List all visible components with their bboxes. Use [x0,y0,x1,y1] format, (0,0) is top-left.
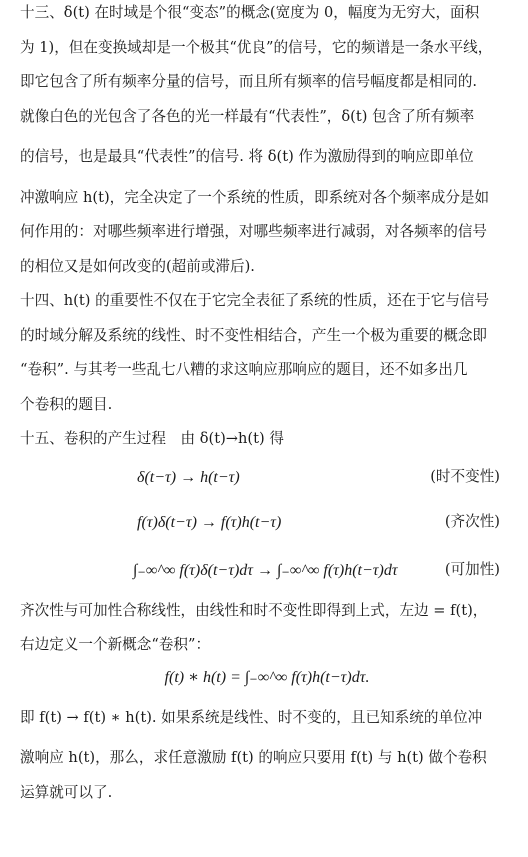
p13-line-3: 即它包含了所有频率分量的信号，而且所有频率的信号幅度都是相同的. [20,73,478,90]
equation-homogeneity: f(τ)δ(t−τ) → f(τ)h(t−τ) [137,513,282,531]
equation-tag-time-invariance: (时不变性) [430,467,500,485]
p13-line-1: 十三、δ(t) 在时域是个很“变态”的概念(宽度为 0，幅度为无穷大，面积 [20,4,480,21]
convolution-definition: f(t) ∗ h(t) = ∫₋∞^∞ f(τ)h(t−τ)dτ. [164,668,370,686]
p13-line-7: 何作用的：对哪些频率进行增强，对哪些频率进行减弱，对各频率的信号 [20,223,488,240]
equation-additivity: ∫₋∞^∞ f(τ)δ(t−τ)dτ → ∫₋∞^∞ f(τ)h(t−τ)dτ [133,561,398,579]
p14-line-2: 的时域分解及系统的线性、时不变性相结合，产生一个极为重要的概念即 [20,326,488,344]
equation-tag-additivity: (可加性) [444,560,500,578]
equation-row-1 [20,468,514,492]
equation-row-2 [20,513,514,537]
after-line-2: 右边定义一个新概念“卷积”： [20,636,211,653]
p13-line-2: 为 1)，但在变换域却是一个极其“优良”的信号，它的频谱是一条水平线， [20,38,493,56]
final-line-2: 激响应 h(t)，那么，求任意激励 f(t) 的响应只要用 f(t) 与 h(t) 做个卷积 [20,749,487,767]
equation-tag-homogeneity: (齐次性) [444,512,500,530]
p13-line-8: 的相位又是如何改变的(超前或滞后). [20,257,255,275]
p14-line-4: 个卷积的题目. [20,395,113,413]
p15-line-1: 十五、卷积的产生过程 由 δ(t)→h(t) 得 [20,430,284,447]
p13-line-4: 就像白色的光包含了各色的光一样最有“代表性”，δ(t) 包含了所有频率 [20,107,475,125]
after-line-1: 齐次性与可加性合称线性，由线性和时不变性即得到上式，左边 = f(t)， [20,601,488,619]
p13-line-6: 冲激响应 h(t)，完全决定了一个系统的性质，即系统对各个频率成分是如 [20,188,490,206]
p14-line-3: “卷积”. 与其考一些乱七八糟的求这响应那响应的题目，还不如多出几 [20,361,468,378]
p13-line-5: 的信号，也是最具“代表性”的信号. 将 δ(t) 作为激励得到的响应即单位 [20,148,474,165]
equation-time-invariance: δ(t−τ) → h(t−τ) [137,468,240,486]
final-line-1: 即 f(t) → f(t) ∗ h(t). 如果系统是线性、时不变的，且已知系统的单位冲 [20,708,483,726]
equation-row-3 [20,561,514,585]
p14-line-1: 十四、h(t) 的重要性不仅在于它完全表征了系统的性质，还在于它与信号 [20,292,490,309]
final-line-3: 运算就可以了. [20,783,113,801]
